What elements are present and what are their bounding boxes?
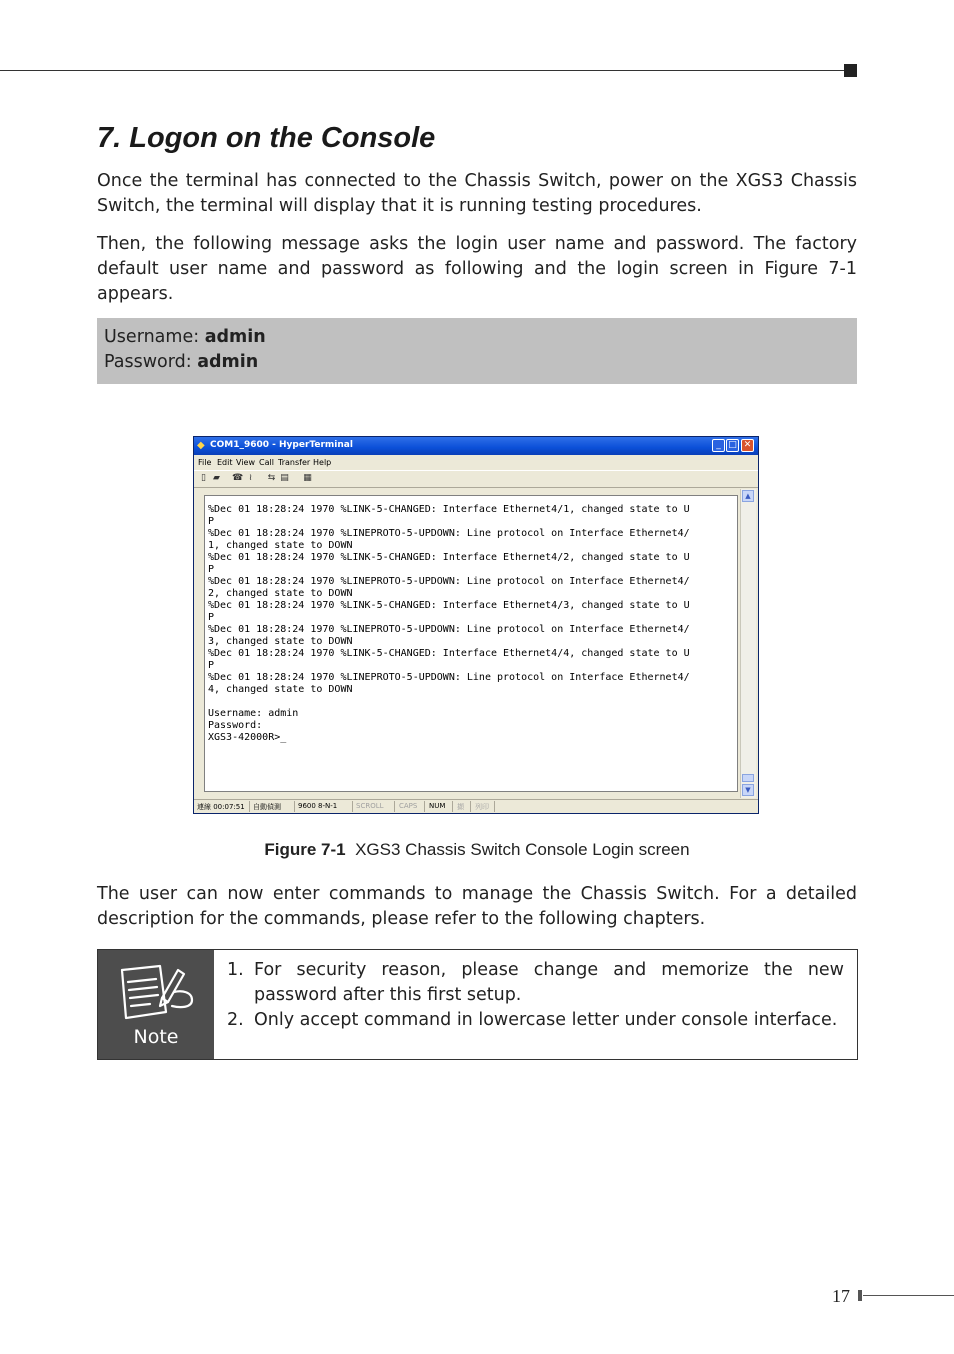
password-value: admin — [197, 352, 259, 372]
terminal-line: 4, changed state to DOWN — [208, 684, 353, 695]
password-line — [104, 352, 258, 372]
figure-caption-text: XGS3 Chassis Switch Console Login screen — [355, 840, 690, 859]
terminal-line: %Dec 01 18:28:24 1970 %LINEPROTO-5-UPDOWN: Line protocol on Interface Ethernet4/ — [208, 576, 690, 587]
menu-help[interactable]: Help — [313, 458, 332, 467]
status-separator — [494, 801, 495, 812]
maximize-button[interactable]: □ — [726, 439, 739, 452]
status-separator — [452, 801, 453, 812]
header-square-marker — [844, 64, 857, 77]
terminal-screen[interactable] — [204, 495, 738, 792]
terminal-prompt-line: XGS3-42000R>_ — [208, 732, 287, 743]
window-titlebar[interactable] — [194, 437, 758, 455]
terminal-line: 1, changed state to DOWN — [208, 540, 353, 551]
note-item-text: For security reason, please change and memorize the new password after this first setup. — [254, 960, 844, 1005]
footer-rule — [863, 1295, 954, 1296]
terminal-line: %Dec 01 18:28:24 1970 %LINEPROTO-5-UPDOWN: Line protocol on Interface Ethernet4/ — [208, 624, 690, 635]
note-item — [224, 958, 844, 1008]
terminal-line: 2, changed state to DOWN — [208, 588, 353, 599]
status-port-settings: 9600 8-N-1 — [298, 802, 338, 810]
page-number: 17 — [832, 1286, 850, 1306]
intro-paragraph: Once the terminal has connected to the Chassis Switch, power on the XGS3 Chassis Switch, the terminal will display that it is running testing procedures. — [97, 171, 857, 216]
status-separator — [470, 801, 471, 812]
scroll-up-icon[interactable]: ▲ — [742, 490, 754, 502]
terminal-line: P — [208, 564, 215, 575]
note-item — [224, 1008, 844, 1033]
note-pencil-icon — [116, 962, 196, 1024]
note-label: Note — [133, 1026, 179, 1048]
status-separator — [249, 801, 250, 812]
scroll-down-icon[interactable]: ▼ — [742, 784, 754, 796]
open-icon[interactable]: ▰ — [213, 473, 220, 483]
terminal-line: %Dec 01 18:28:24 1970 %LINK-5-CHANGED: Interface Ethernet4/4, changed state to U — [208, 648, 690, 659]
status-bar — [194, 799, 758, 814]
figure-label: Figure 7-1 — [264, 840, 346, 859]
status-separator — [424, 801, 425, 812]
terminal-line: %Dec 01 18:28:24 1970 %LINEPROTO-5-UPDOWN: Line protocol on Interface Ethernet4/ — [208, 528, 690, 539]
properties-icon[interactable]: ▦ — [303, 473, 312, 483]
terminal-line: %Dec 01 18:28:24 1970 %LINK-5-CHANGED: Interface Ethernet4/3, changed state to U — [208, 600, 690, 611]
status-separator — [294, 801, 295, 812]
username-line — [104, 327, 266, 347]
status-print: 列印 — [475, 803, 489, 811]
send-icon[interactable]: ⇆ — [267, 473, 276, 483]
username-value: admin — [204, 327, 266, 347]
note-list — [224, 958, 844, 1033]
status-separator — [394, 801, 395, 812]
username-label: Username: — [104, 327, 200, 347]
receive-icon[interactable]: ▤ — [280, 473, 289, 483]
credentials-box — [97, 318, 857, 384]
status-num: NUM — [429, 802, 446, 810]
terminal-line: Username: admin — [208, 708, 299, 719]
after-figure-paragraph: The user can now enter commands to manage the Chassis Switch. For a detailed description for the commands, please refer to the following chapters. — [97, 884, 857, 929]
scroll-thumb[interactable] — [742, 774, 754, 782]
menu-bar — [194, 456, 758, 469]
note-box — [97, 949, 858, 1060]
status-separator — [352, 801, 353, 812]
status-capture: 擷 — [457, 803, 464, 811]
figure-caption — [0, 840, 954, 860]
terminal-line: %Dec 01 18:28:24 1970 %LINK-5-CHANGED: Interface Ethernet4/2, changed state to U — [208, 552, 690, 563]
terminal-line: 3, changed state to DOWN — [208, 636, 353, 647]
note-sidebar — [98, 950, 214, 1059]
terminal-line: %Dec 01 18:28:24 1970 %LINEPROTO-5-UPDOWN: Line protocol on Interface Ethernet4/ — [208, 672, 690, 683]
terminal-line: P — [208, 660, 215, 671]
new-connection-icon[interactable]: ▯ — [201, 473, 206, 483]
note-item-text: Only accept command in lowercase letter under console interface. — [254, 1010, 838, 1030]
menu-view[interactable]: View — [236, 458, 255, 467]
hyperterminal-window — [193, 436, 759, 814]
header-rule — [0, 70, 848, 71]
status-caps: CAPS — [399, 802, 418, 810]
menu-file[interactable]: File — [198, 458, 212, 467]
terminal-line: P — [208, 516, 215, 527]
note-item-number: 2. — [227, 1010, 244, 1030]
page-number-marker — [858, 1290, 862, 1301]
disconnect-icon[interactable]: ≀ — [248, 473, 253, 483]
menu-call[interactable]: Call — [259, 458, 274, 467]
menu-edit[interactable]: Edit — [217, 458, 233, 467]
window-title: COM1_9600 - HyperTerminal — [210, 440, 353, 450]
password-label: Password: — [104, 352, 192, 372]
menu-transfer[interactable]: Transfer — [278, 458, 311, 467]
toolbar — [194, 470, 758, 488]
status-scroll: SCROLL — [356, 802, 384, 810]
login-paragraph: Then, the following message asks the login user name and password. The factory default user name and password as following and the login screen in Figure 7-1 appears. — [97, 234, 857, 304]
terminal-line: %Dec 01 18:28:24 1970 %LINK-5-CHANGED: Interface Ethernet4/1, changed state to U — [208, 504, 690, 515]
status-connected-time: 連線 00:07:51 — [197, 803, 245, 811]
hyperterminal-icon: ◆ — [197, 440, 205, 451]
note-item-number: 1. — [227, 960, 244, 980]
section-heading: 7. Logon on the Console — [97, 122, 436, 154]
terminal-line: P — [208, 612, 215, 623]
minimize-button[interactable]: _ — [712, 439, 725, 452]
vertical-scrollbar[interactable] — [740, 489, 756, 798]
terminal-line: Password: — [208, 720, 263, 731]
status-detect: 自動偵測 — [253, 803, 281, 811]
close-button[interactable]: ✕ — [741, 439, 754, 452]
connect-icon[interactable]: ☎ — [232, 473, 244, 483]
